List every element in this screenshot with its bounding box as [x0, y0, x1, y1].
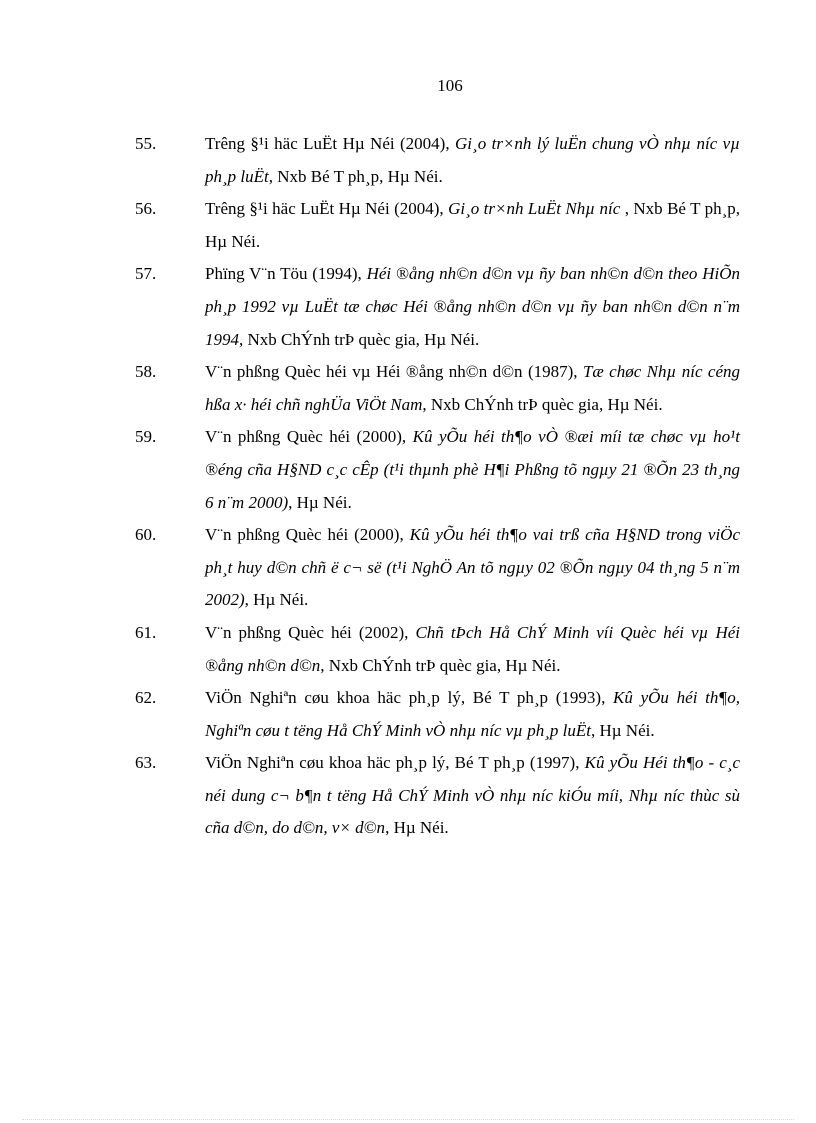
- reference-publisher: , Nxb Bé T ph¸p, Hµ Néi.: [268, 166, 443, 186]
- reference-publisher: , Hµ Néi.: [590, 720, 655, 740]
- reference-publisher: , Nxb Bé T ph¸p, Hµ Néi.: [205, 199, 740, 251]
- reference-title: Kû yÕu héi th¶o vai trß cña H§ND trong viÖc ph¸t huy d©n chñ ë c¬ së (t¹i NghÖ An tõ ngµy 02 ®Õn ngµy 04 th¸ng 5 n¨m 2002): [205, 525, 741, 610]
- reference-publisher: , Nxb ChÝnh trÞ quèc gia, Hµ Néi.: [239, 329, 480, 349]
- reference-author: Phïng V¨n Töu (1994),: [205, 264, 367, 284]
- reference-item: [135, 128, 740, 193]
- reference-number: 61.: [135, 622, 157, 642]
- reference-publisher: , Nxb ChÝnh trÞ quèc gia, Hµ Néi.: [422, 394, 663, 414]
- reference-number: 62.: [135, 688, 157, 708]
- reference-publisher: , Hµ Néi.: [244, 590, 309, 610]
- reference-list: [135, 128, 740, 845]
- reference-number: 63.: [135, 753, 157, 773]
- reference-item: [135, 747, 740, 845]
- reference-author: V¨n phßng Quèc héi (2002),: [205, 622, 416, 642]
- reference-number: 59.: [135, 427, 157, 447]
- reference-item: [135, 617, 740, 682]
- reference-author: V¨n phßng Quèc héi (2000),: [205, 525, 410, 545]
- reference-item: [135, 421, 740, 519]
- reference-author: ViÖn Nghiªn cøu khoa häc ph¸p lý, Bé T ph¸p (1997),: [205, 753, 585, 773]
- reference-title: Gi¸o tr×nh lý luËn chung vÒ nhµ níc vµ ph¸p luËt: [205, 134, 741, 186]
- reference-item: [135, 258, 740, 356]
- reference-title: Héi ®ång nh©n d©n vµ ñy ban nh©n d©n theo HiÕn ph¸p 1992 vµ LuËt tæ chøc Héi ®ång nh©n d©n vµ ñy ban nh©n d©n n¨m 1994: [205, 264, 740, 349]
- reference-item: [135, 356, 740, 421]
- reference-author: V¨n phßng Quèc héi vµ Héi ®ång nh©n d©n (1987),: [205, 362, 583, 382]
- reference-author: Trêng §¹i häc LuËt Hµ Néi (2004),: [205, 199, 449, 219]
- reference-title: Kû yÕu héi th¶o, Nghiªn cøu t tëng Hå ChÝ Minh vÒ nhµ níc vµ ph¸p luËt: [205, 688, 740, 740]
- reference-publisher: , Nxb ChÝnh trÞ quèc gia, Hµ Néi.: [320, 655, 561, 675]
- reference-title: Gi¸o tr×nh LuËt Nhµ níc: [448, 199, 625, 219]
- reference-author: V¨n phßng Quèc héi (2000),: [205, 427, 413, 447]
- reference-number: 56.: [135, 199, 157, 219]
- reference-item: [135, 682, 740, 747]
- reference-title: Kû yÕu Héi th¶o - c¸c néi dung c¬ b¶n t tëng Hå ChÝ Minh vÒ nhµ níc kiÓu míi, Nhµ níc thùc sù cña d©n, do d©n, v× d©n: [205, 753, 741, 838]
- reference-author: Trêng §¹i häc LuËt Hµ Néi (2004),: [205, 134, 456, 153]
- page-number: 106: [437, 76, 463, 95]
- reference-item: [135, 519, 740, 617]
- reference-number: 55.: [135, 134, 157, 153]
- reference-number: 60.: [135, 525, 157, 545]
- reference-number: 57.: [135, 264, 157, 284]
- reference-title: Chñ tÞch Hå ChÝ Minh víi Quèc héi vµ Héi ®ång nh©n d©n: [205, 622, 740, 675]
- reference-publisher: , Hµ Néi.: [288, 492, 352, 512]
- reference-publisher: , Hµ Néi.: [385, 818, 449, 838]
- reference-item: [135, 193, 740, 258]
- reference-number: 58.: [135, 362, 157, 382]
- reference-author: ViÖn Nghiªn cøu khoa häc ph¸p lý, Bé T ph¸p (1993),: [205, 688, 614, 708]
- reference-title: Tæ chøc Nhµ níc céng hßa x· héi chñ nghÜa ViÖt Nam: [205, 362, 740, 414]
- reference-title: Kû yÕu héi th¶o vÒ ®æi míi tæ chøc vµ ho¹t ®éng cña H§ND c¸c cÊp (t¹i thµnh phè H¶i Phßng tõ ngµy 21 ®Õn 23 th¸ng 6 n¨m 2000): [205, 427, 740, 512]
- page-bottom-divider: [22, 1119, 794, 1120]
